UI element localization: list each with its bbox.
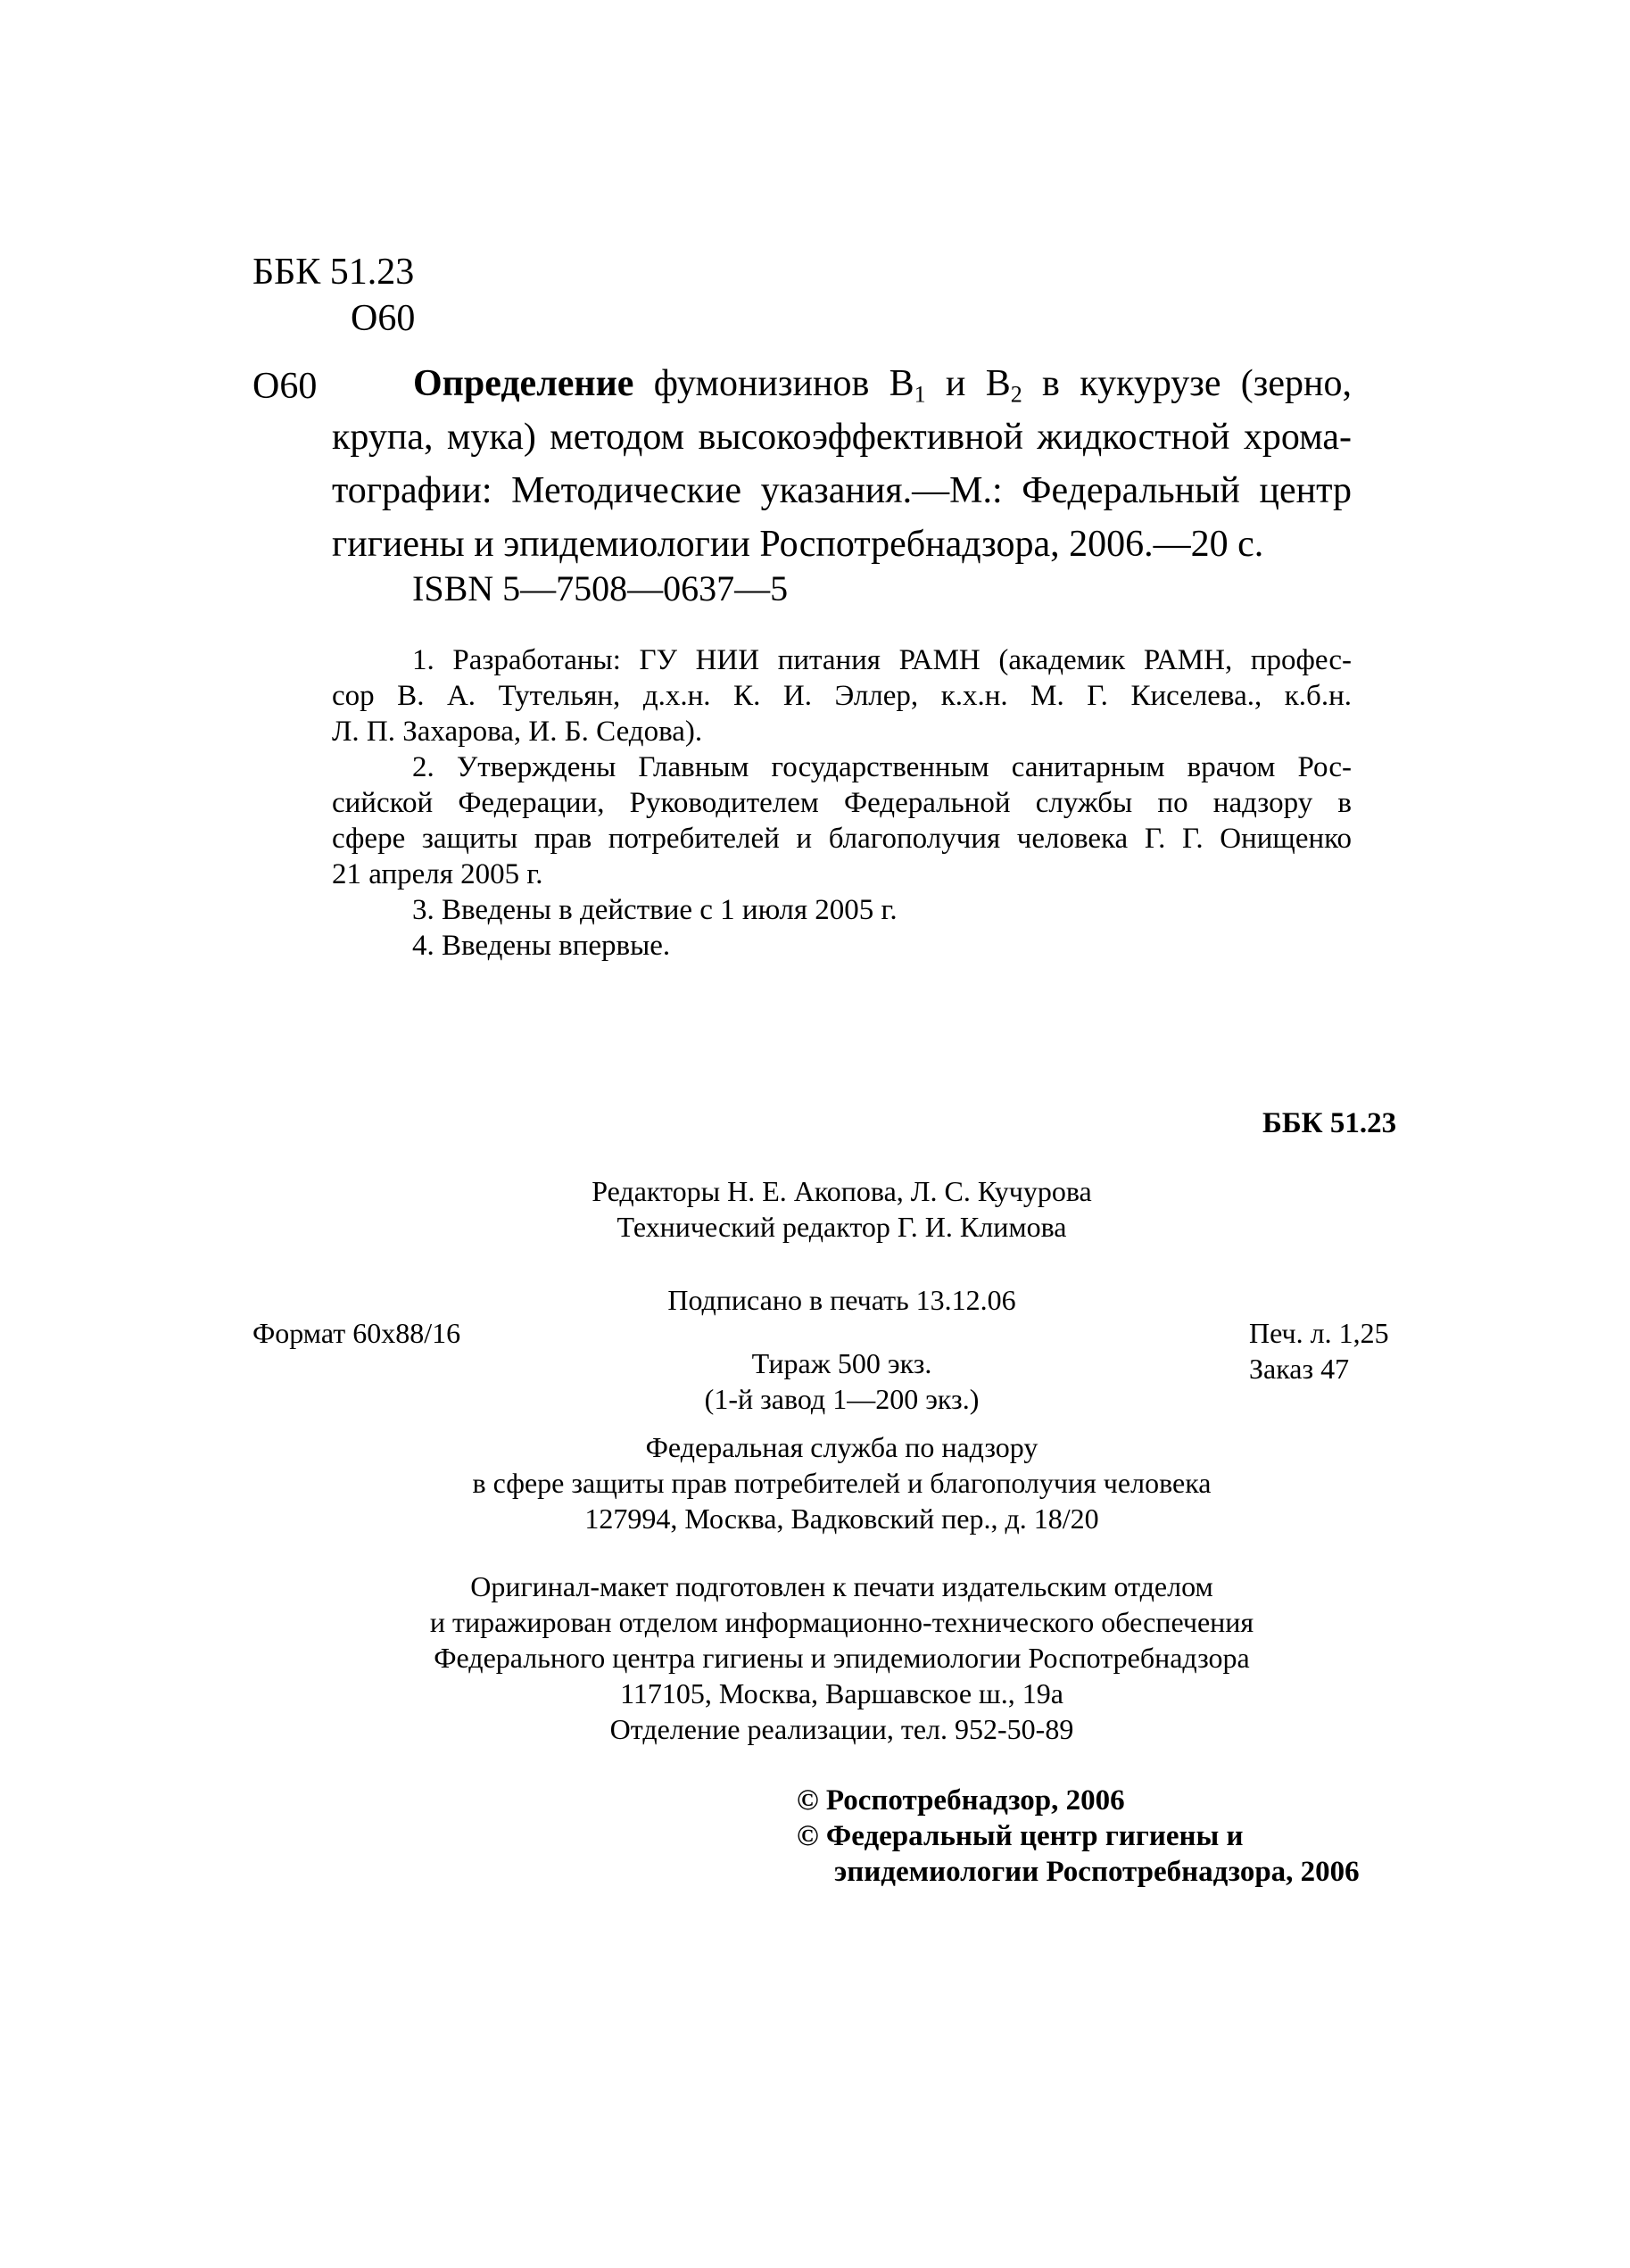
numbered-notes <box>332 642 1352 964</box>
copyright-line-1: © Роспотребнадзор, 2006 <box>797 1784 1125 1817</box>
printed-sheets: Печ. л. 1,25 <box>1249 1317 1389 1349</box>
producer-line-3: Федерального центра гигиены и эпидемиологии Роспотребнадзора <box>434 1642 1250 1674</box>
editors: Редакторы Н. Е. Акопова, Л. С. Кучурова <box>592 1175 1092 1207</box>
isbn: ISBN 5—7508—0637—5 <box>412 568 789 608</box>
paper-format: Формат 60x88/16 <box>252 1317 461 1349</box>
bibliographic-description <box>332 357 1352 571</box>
note-2-line-1: 2. Утверждены Главным государственным санитарным врачом Рос- <box>412 751 1352 783</box>
note-3: 3. Введены в действие с 1 июля 2005 г. <box>412 894 898 926</box>
publisher-block <box>332 1429 1352 1536</box>
note-1-line-1: 1. Разработаны: ГУ НИИ питания РАМН (академик РАМН, профес- <box>412 644 1352 676</box>
note-1-line-2: сор В. А. Тутельян, д.х.н. К. И. Эллер, к.х.н. М. Г. Киселева., к.б.н. <box>332 680 1352 712</box>
title-bold: Определение <box>413 363 634 404</box>
publisher-line-1: Федеральная служба по надзору <box>645 1431 1038 1463</box>
description-line-3: тографии: Методические указания.—М.: Федеральный центр <box>332 470 1352 511</box>
copyright-block <box>797 1783 1360 1890</box>
first-batch: (1-й завод 1—200 экз.) <box>704 1383 980 1415</box>
note-4: 4. Введены впервые. <box>412 930 671 962</box>
description-line-2: крупа, мука) методом высокоэффективной жидкостной хрома- <box>332 417 1352 458</box>
producer-line-2: и тиражирован отделом информационно-технического обеспечения <box>429 1606 1254 1638</box>
bbk-classification-bottom: ББК 51.23 <box>1262 1107 1397 1139</box>
producer-address: 117105, Москва, Варшавское ш., 19а <box>620 1677 1063 1709</box>
layout-producer-block <box>332 1569 1352 1747</box>
description-line-1: Определение фумонизинов $B_1$ и $B_2$ в кукурузе (зерно, <box>413 363 1352 408</box>
print-run: Тираж 500 экз. <box>751 1347 932 1379</box>
note-2-line-4: 21 апреля 2005 г. <box>332 858 543 890</box>
order-number: Заказ 47 <box>1249 1353 1350 1385</box>
publisher-address: 127994, Москва, Вадковский пер., д. 18/20 <box>584 1502 1099 1535</box>
technical-editor: Технический редактор Г. И. Климова <box>616 1211 1067 1243</box>
note-1-line-3: Л. П. Захарова, И. Б. Седова). <box>332 716 703 748</box>
author-mark: О60 <box>351 298 416 339</box>
print-run-block <box>332 1345 1352 1417</box>
copyright-line-2: © Федеральный центр гигиены и <box>797 1820 1244 1852</box>
description-line-4: гигиены и эпидемиологии Роспотребнадзора, 2006.—20 с. <box>332 524 1264 565</box>
editors-block <box>332 1173 1352 1245</box>
entry-author-mark: О60 <box>252 366 318 407</box>
signed-to-print: Подписано в печать 13.12.06 <box>667 1284 1016 1316</box>
bbk-classification-top <box>252 249 415 342</box>
note-2-line-2: сийской Федерации, Руководителем Федеральной службы по надзору в <box>332 787 1352 819</box>
note-2-line-3: сфере защиты прав потребителей и благополучия человека Г. Г. Онищенко <box>332 823 1352 855</box>
sales-department: Отделение реализации, тел. 952-50-89 <box>609 1713 1074 1745</box>
producer-line-1: Оригинал-макет подготовлен к печати издательским отделом <box>470 1570 1213 1602</box>
copyright-line-3: эпидемиологии Роспотребнадзора, 2006 <box>834 1856 1360 1888</box>
bbk-code: ББК 51.23 <box>252 252 415 293</box>
publisher-line-2: в сфере защиты прав потребителей и благополучия человека <box>472 1467 1212 1499</box>
